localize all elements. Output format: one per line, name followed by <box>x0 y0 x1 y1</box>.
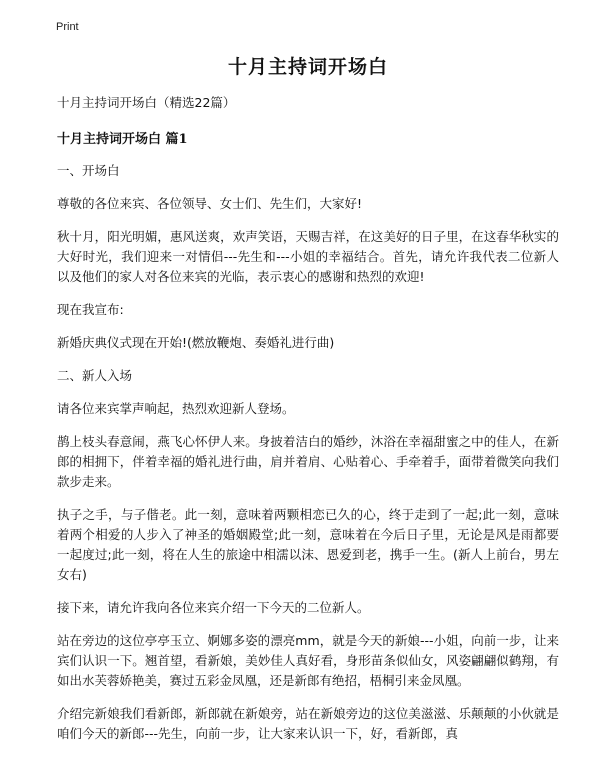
paragraph: 站在旁边的这位亭亭玉立、婀娜多姿的漂亮mm，就是今天的新娘---小姐，向前一步，让来宾们认识一下。翘首望，看新娘，美妙佳人真好看，身形苗条似仙女，风姿翩翩似鹤翔，有如出水芙蓉娇艳美，赛过五彩金凤凰，还是新郎有绝招，梧桐引来金凤凰。 <box>57 633 559 688</box>
paragraph: 请各位来宾掌声响起，热烈欢迎新人登场。 <box>57 401 295 416</box>
print-link[interactable]: Print <box>56 21 79 33</box>
paragraph: 秋十月，阳光明媚，惠风送爽，欢声笑语，天赐吉祥，在这美好的日子里，在这春华秋实的大好时光，我们迎来一对情侣---先生和---小姐的幸福结合。首先，请允许我代表二位新人以及他们的家人对各位来宾的光临，表示衷心的感谢和热烈的欢迎! <box>57 229 559 284</box>
paragraph: 接下来，请允许我向各位来宾介绍一下今天的二位新人。 <box>57 600 370 615</box>
document-title: 十月主持词开场白 <box>227 56 388 78</box>
paragraph: 执子之手，与子偕老。此一刻，意味着两颗相恋已久的心，终于走到了一起;此一刻，意味着两个相爱的人步入了神圣的婚姻殿堂;此一刻，意味着在今后日子里，无论是风是雨都要一起度过;此一刻，将在人生的旅途中相濡以沫、恩爱到老，携手一生。(新人上前台，男左女右) <box>57 507 559 582</box>
paragraph: 鹊上枝头春意闹，燕飞心怀伊人来。身披着洁白的婚纱，沐浴在幸福甜蜜之中的佳人，在新郎的相拥下，伴着幸福的婚礼进行曲，肩并着肩、心贴着心、手牵着手，面带着微笑向我们款步走来。 <box>57 434 559 489</box>
section-heading: 十月主持词开场白 篇1 <box>57 132 188 147</box>
paragraph: 介绍完新娘我们看新郎，新郎就在新娘旁，站在新娘旁边的这位美滋滋、乐颠颠的小伙就是咱们今天的新郎---先生，向前一步，让大家来认识一下，好，看新郎，真 <box>57 706 559 741</box>
document-subtitle: 十月主持词开场白（精选22篇） <box>57 95 236 110</box>
document-body <box>57 52 559 757</box>
paragraph: 新婚庆典仪式现在开始!(燃放鞭炮、奏婚礼进行曲) <box>57 335 335 350</box>
paragraph: 现在我宣布: <box>57 302 124 317</box>
paragraph: 二、新人入场 <box>57 368 133 383</box>
paragraph: 尊敬的各位来宾、各位领导、女士们、先生们，大家好! <box>57 196 363 211</box>
paragraph: 一、开场白 <box>57 163 120 178</box>
